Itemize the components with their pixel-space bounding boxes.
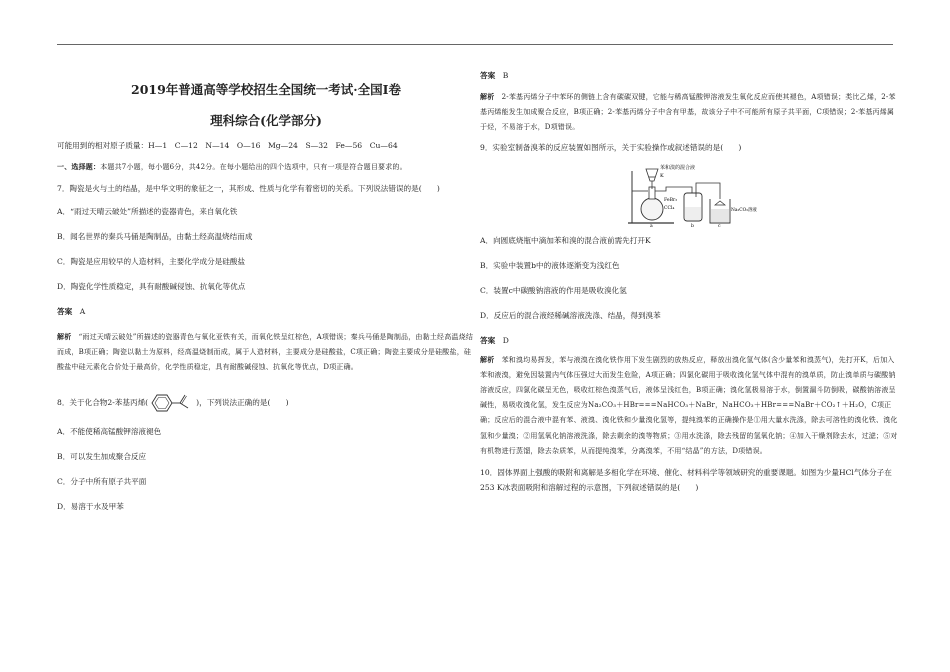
- q7-analysis: [57, 329, 475, 376]
- q8-option-a: A．不能使稀高锰酸钾溶液褪色: [57, 426, 162, 436]
- exam-title: 2019年普通高等学校招生全国统一考试·全国Ⅰ卷: [131, 82, 401, 97]
- q8-answer: [480, 68, 900, 83]
- q8-analysis-label: 解析: [480, 92, 495, 101]
- q7-analysis-label: 解析: [57, 332, 72, 341]
- q7-option-d: D．陶瓷化学性质稳定，具有耐酸碱侵蚀、抗氧化等优点: [57, 282, 246, 291]
- label-c: c: [718, 223, 721, 229]
- section1-instructions: [57, 159, 475, 175]
- q10-stem: 10．固体界面上强酸的吸附和离解是多相化学在环境、催化、材料科学等领域研究的重要课题。如图为少量HCl气体分子在253 K冰表面吸附和溶解过程的示意图，下列叙述错误的是( ): [480, 468, 892, 493]
- q7-stem: 7．陶瓷是火与土的结晶，是中华文明的象征之一，其形成、性质与化学有着密切的关系。下列说法错误的是( ): [57, 184, 440, 193]
- q7-answer-label: 答案: [57, 307, 73, 316]
- q8-option-d: D．易溶于水及甲苯: [57, 501, 124, 511]
- q9-answer-value: D: [502, 335, 509, 345]
- q9-answer: [480, 333, 900, 348]
- q8-analysis: [480, 89, 900, 136]
- q9-analysis-text: 苯和溴均易挥发，苯与液溴在溴化铁作用下发生剧烈的放热反应，释放出溴化氢气体(含少量苯和溴蒸气)，先打开K，后加入苯和液溴，避免因装置内气体压强过大而发生危险，A项正确；四氯化碳用于吸收溴化氢气体中混有的溴单质，防止溴单质与碳酸钠溶液反应，四氯化碳呈无色，吸收红棕色溴蒸气后，液体呈浅红色，B项正确；溴化氢极易溶于水，倒置漏斗防倒吸，碳酸钠溶液呈碱性，易吸收溴化氢，发生反应为Na₂CO₃＋HBr===NaHCO₃＋NaBr，NaHCO₃＋HBr===NaBr＋CO₂↑＋H₂O，C项正确；反应后的混合液中混有苯、液溴、溴化铁和少量溴化氢等，提纯溴苯的正确操作是①用大量水洗涤，除去可溶性的溴化铁、溴化氢和少量溴；②用氢氧化钠溶液洗涤，除去剩余的溴等物质；③用水洗涤，除去残留的氢氧化钠；④加入干燥剂除去水，过滤；⑤对有机物进行蒸馏，除去杂质苯，从而提纯溴苯，分离溴苯，不用“结晶”的方法，D项错误。: [480, 355, 898, 455]
- q7-answer-value: A: [79, 307, 86, 316]
- label-b: b: [691, 223, 694, 229]
- funnel-label: 苯和溴的混合液: [660, 164, 696, 171]
- q9-option-d: D．反应后的混合液经稀碱溶液洗涤、结晶，得到溴苯: [480, 310, 661, 320]
- q9-answer-label: 答案: [480, 335, 496, 345]
- left-column: [57, 60, 475, 514]
- header-rule: [57, 44, 893, 45]
- k-label: K: [660, 172, 664, 179]
- label-a: a: [650, 223, 653, 229]
- q7-analysis-text: “雨过天晴云破处”所描述的瓷器青色与氧化亚铁有关，而氧化铁呈红棕色，A项错误；秦兵马俑是陶制品，由黏土经高温烧结而成，B项正确；陶瓷以黏土为原料，经高温烧制而成，属于人造材料，主要成分是硅酸盐，C项正确；陶瓷主要成分是硅酸盐，硅酸盐中硅元素化合价处于最高价，化学性质稳定，具有耐酸碱侵蚀、抗氧化等优点，D项正确。: [57, 333, 474, 372]
- atomic-masses: 可能用到的相对原子质量：H—1 C—12 N—14 O—16 Mg—24 S—32 Fe—56 Cu—64: [57, 141, 398, 150]
- q7-answer: [57, 304, 475, 319]
- q9-stem: 9．实验室制备溴苯的反应装置如图所示，关于实验操作或叙述错误的是( ): [480, 142, 742, 152]
- q9-option-b: B．实验中装置b中的液体逐渐变为浅红色: [480, 260, 620, 270]
- q8-stem-before: 8．关于化合物2-苯基丙烯(: [57, 397, 149, 407]
- q9-analysis: [480, 352, 900, 459]
- ccl4-label: CCl₄: [664, 205, 675, 211]
- section1-text: 本题共7小题，每小题6分，共42分。在每小题给出的四个选项中，只有一项是符合题目要求的。: [100, 163, 407, 171]
- q8-answer-label: 答案: [480, 71, 496, 80]
- q8-option-c: C．分子中所有原子共平面: [57, 476, 147, 486]
- section1-heading: 一、选择题：: [57, 162, 101, 171]
- exam-subtitle: 理科综合(化学部分): [210, 113, 322, 128]
- q9-option-a: A．向圆底烧瓶中滴加苯和溴的混合液前需先打开K: [480, 235, 651, 245]
- q9-analysis-label: 解析: [480, 354, 495, 364]
- right-column: [480, 60, 900, 495]
- q9-option-c: C．装置c中碳酸钠溶液的作用是吸收溴化氢: [480, 285, 627, 295]
- q8-stem: [57, 392, 475, 414]
- q7-option-b: B．闻名世界的秦兵马俑是陶制品，由黏土经高温烧结而成: [57, 232, 253, 241]
- q8-option-b: B．可以发生加成聚合反应: [57, 451, 147, 461]
- 2-phenylpropene-structure-icon: [148, 392, 196, 414]
- q8-stem-after: )，下列说法正确的是( ): [196, 397, 289, 407]
- febr3-label: FeBr₃: [664, 197, 678, 203]
- q8-analysis-text: 2-苯基丙烯分子中苯环的侧链上含有碳碳双键，它能与稀高锰酸钾溶液发生氧化反应而使其褪色，A项错误；类比乙烯，2-苯基丙烯能发生加成聚合反应，B项正确；2-苯基丙烯分子中含有甲基，故该分子中不可能所有原子共平面，C项错误；2-苯基丙烯属于烃，不易溶于水，D项错误。: [480, 93, 896, 132]
- na2co3-label: Na₂CO₃溶液: [731, 207, 757, 213]
- bromobenzene-apparatus-diagram: [626, 161, 757, 229]
- q8-answer-value: B: [502, 71, 509, 80]
- q7-option-c: C．陶瓷是应用较早的人造材料，主要化学成分是硅酸盐: [57, 257, 246, 266]
- q7-option-a: A．“雨过天晴云破处”所描述的瓷器青色，来自氧化铁: [57, 207, 238, 216]
